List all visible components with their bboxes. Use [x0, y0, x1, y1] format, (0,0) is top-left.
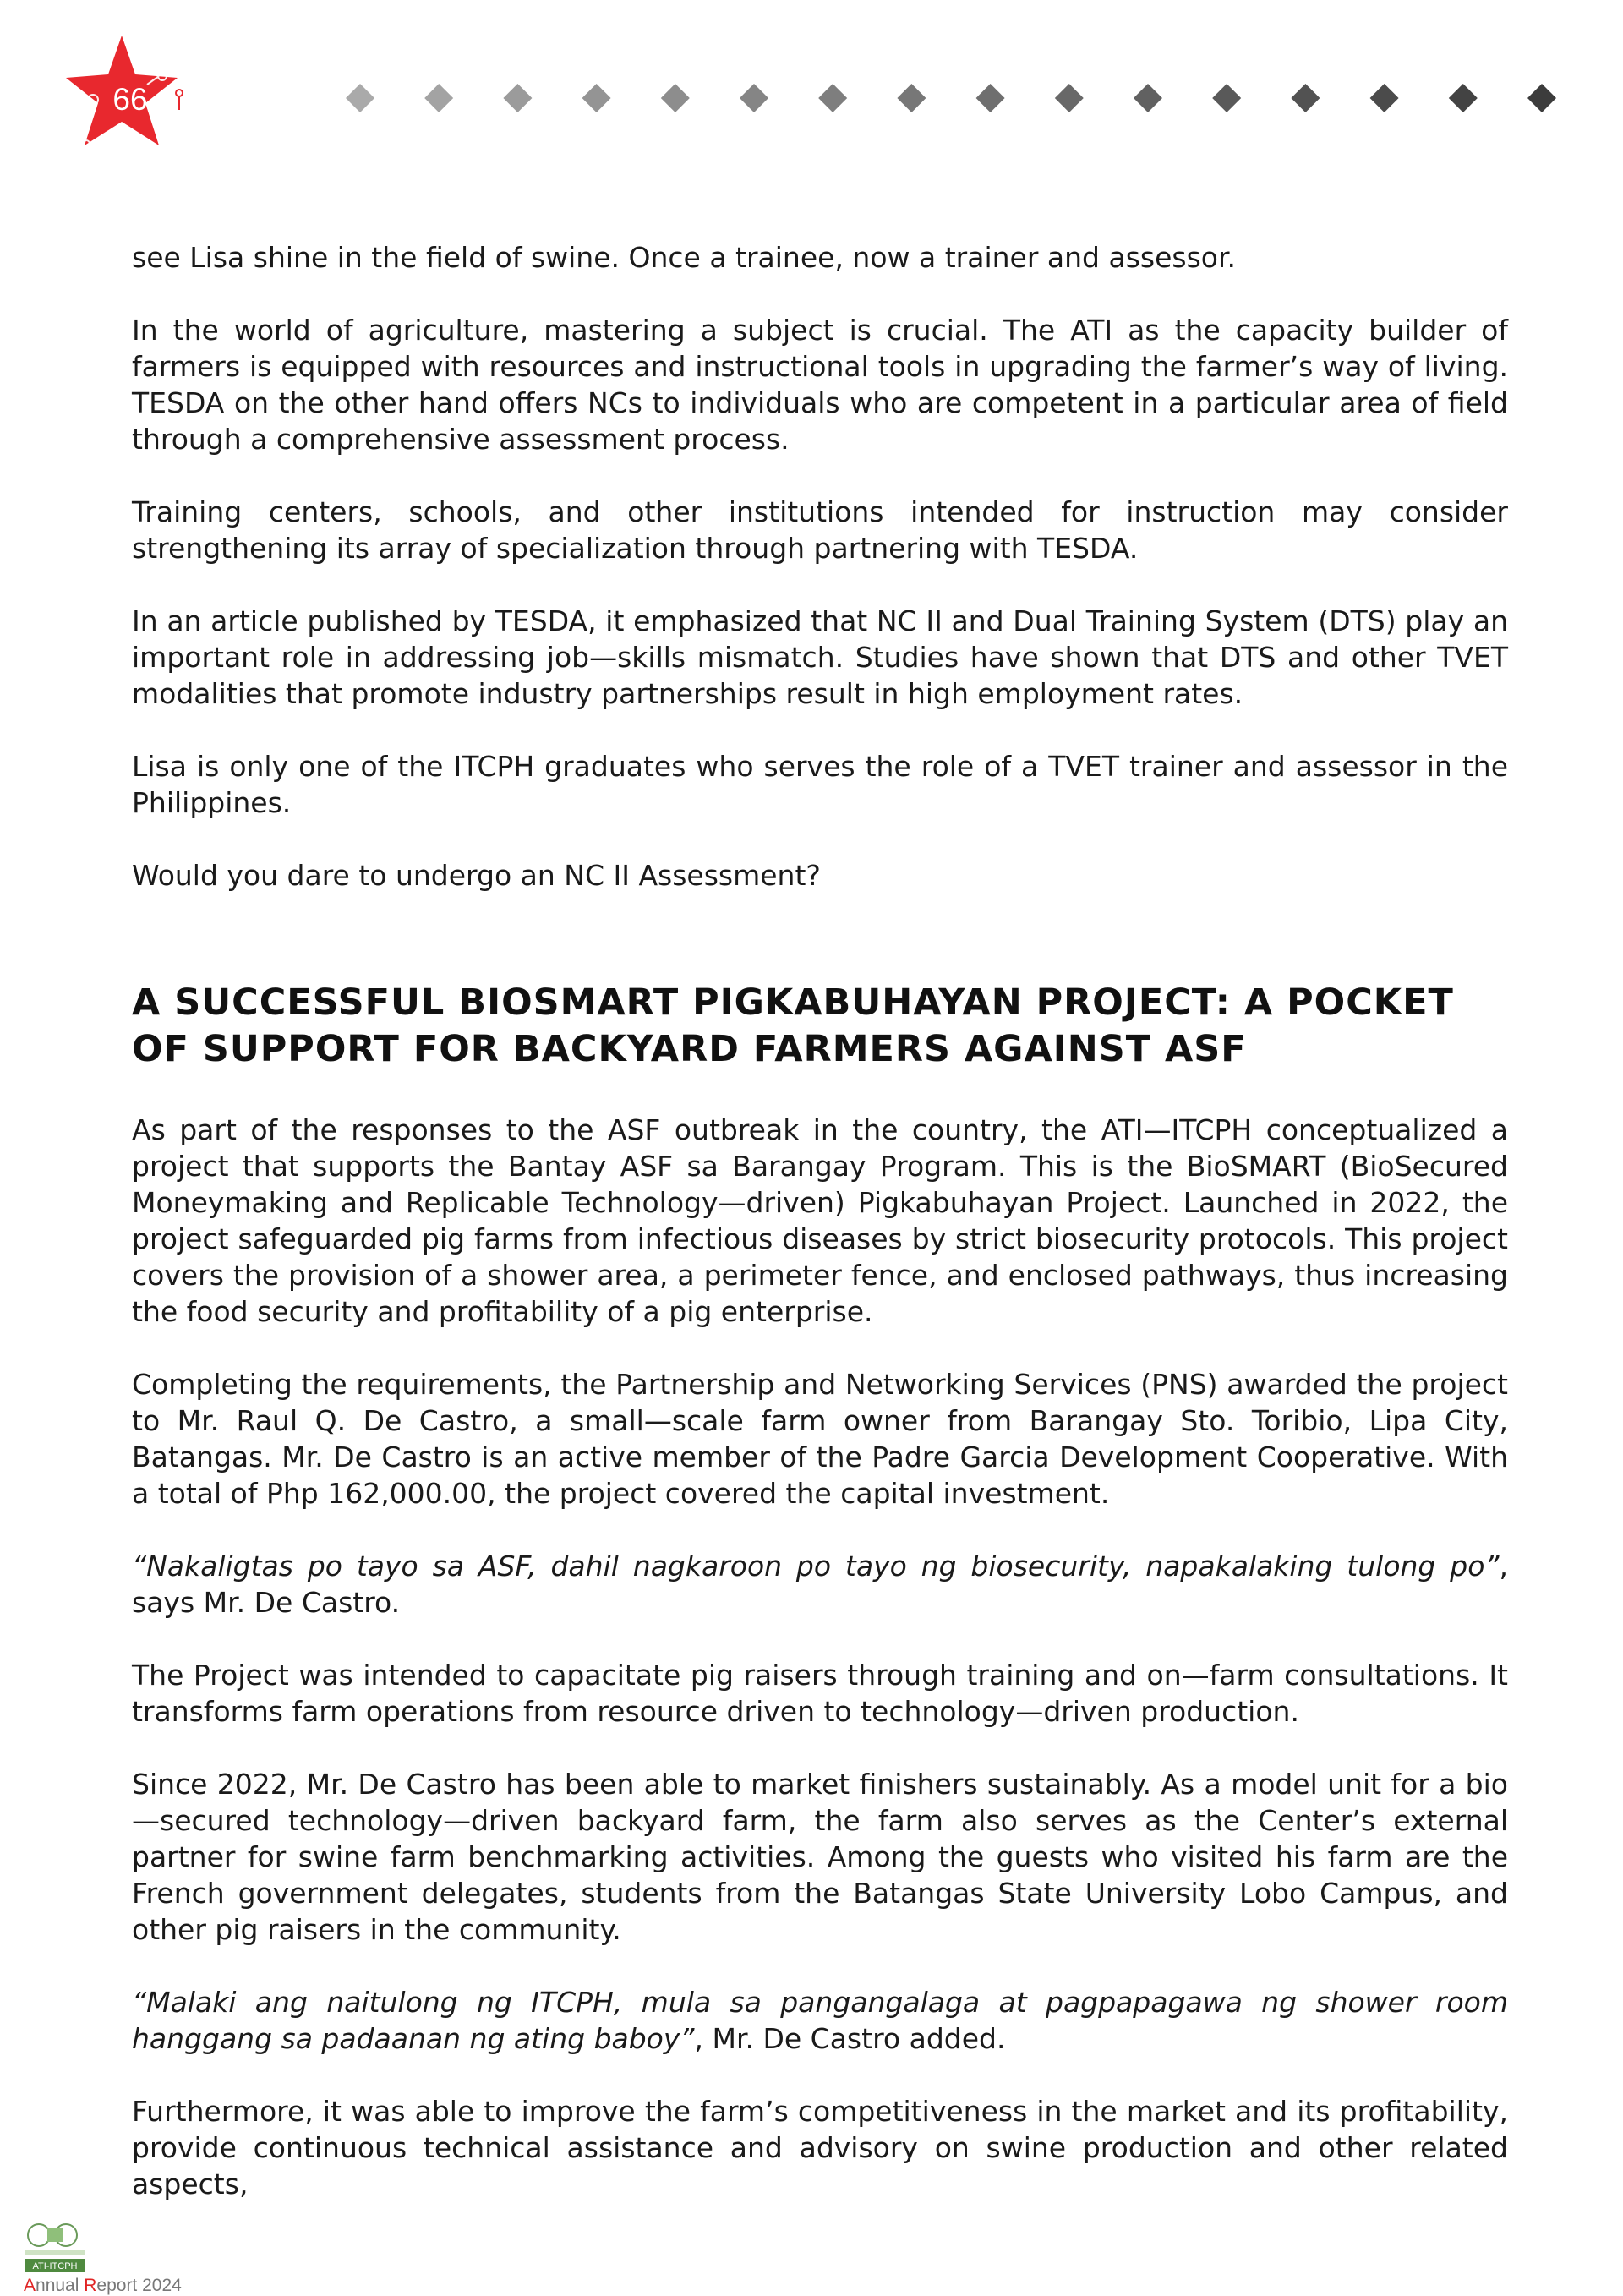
quote-text: “Malaki ang naitulong ng ITCPH, mula sa pangangalaga at pagpapagawa ng shower room hanggang sa padaanan ng ating baboy” — [132, 1986, 1508, 2055]
paragraph: Training centers, schools, and other institutions intended for instruction may consider strengthening its array of specialization through partnering with TESDA. — [132, 495, 1508, 565]
diamond-icon — [1449, 84, 1478, 112]
quote-paragraph — [132, 1984, 1508, 2057]
diamond-icon — [740, 84, 768, 112]
diamond-icon — [582, 84, 611, 112]
footer-text-part: nnual — [36, 2276, 85, 2295]
article-body — [132, 239, 1508, 2239]
paragraph: Completing the requirements, the Partnership and Networking Services (PNS) awarded the project to Mr. Raul Q. De Castro, a small—scale farm owner from Barangay Sto. Toribio, Lipa City, Batangas. Mr. De Castro is an active member of the Padre Garcia Development Cooperative. With a total of Php 162,000.00, the project covered the capital investment. — [132, 1368, 1508, 1510]
paragraph: The Project was intended to capacitate pig raisers through training and on—farm consultations. It transforms farm operations from resource driven to technology—driven production. — [132, 1659, 1508, 1728]
diamond-icon — [1212, 84, 1241, 112]
footer-report-label — [24, 2276, 182, 2296]
section-heading: A SUCCESSFUL BIOSMART PIGKABUHAYAN PROJECT: A POCKET OF SUPPORT FOR BACKYARD FARMERS AGAINST ASF — [132, 981, 1454, 1070]
quote-attribution: , Mr. De Castro added. — [694, 2022, 1006, 2055]
paragraph: Would you dare to undergo an NC II Assessment? — [132, 859, 821, 892]
diamond-icon — [1527, 84, 1556, 112]
footer-text-part: eport 2024 — [96, 2276, 182, 2295]
diamond-icon — [503, 84, 532, 112]
paragraph: see Lisa shine in the field of swine. Once a trainee, now a trainer and assessor. — [132, 241, 1236, 274]
paragraph: As part of the responses to the ASF outbreak in the country, the ATI—ITCPH conceptualized a project that supports the Bantay ASF sa Barangay Program. This is the BioSMART (BioSecured Moneymaking and Replicable Technology—driven) Pigkabuhayan Project. Launched in 2022, the project safeguarded pig farms from infectious diseases by strict biosecurity protocols. This project covers the provision of a shower area, a perimeter fence, and enclosed pathways, thus increasing the food security and profitability of a pig enterprise. — [132, 1113, 1508, 1328]
diamond-icon — [897, 84, 926, 112]
quote-attribution: , says Mr. De Castro. — [132, 1550, 1508, 1619]
diamond-icon — [976, 84, 1005, 112]
footer-accent-letter: A — [24, 2276, 36, 2295]
ati-itcph-logo-icon — [24, 2222, 86, 2274]
diamond-icon — [1055, 84, 1084, 112]
paragraph: Lisa is only one of the ITCPH graduates who serves the role of a TVET trainer and assessor in the Philippines. — [132, 750, 1508, 819]
diamond-icon — [661, 84, 690, 112]
logo-text: ATI-ITCPH — [32, 2261, 78, 2271]
paragraph: In an article published by TESDA, it emphasized that NC II and Dual Training System (DTS) play an important role in addressing job—skills mismatch. Studies have shown that DTS and other TVET modalities that promote industry partnerships result in high employment rates. — [132, 604, 1508, 710]
quote-text: “Nakaligtas po tayo sa ASF, dahil nagkaroon po tayo ng biosecurity, napakalaking tulong po” — [132, 1550, 1500, 1583]
footer-accent-letter: R — [84, 2276, 97, 2295]
diamond-icon — [818, 84, 847, 112]
diamond-icon — [1291, 84, 1320, 112]
paragraph: Since 2022, Mr. De Castro has been able to market finishers sustainably. As a model unit for a bio—secured technology—driven backyard farm, the farm also serves as the Center’s external partner for swine farm benchmarking activities. Among the guests who visited his farm are the French government delegates, students from the Batangas State University Lobo Campus, and other pig raisers in the community. — [132, 1768, 1508, 1946]
diamond-icon — [424, 84, 453, 112]
diamond-icon — [1370, 84, 1399, 112]
page-number: 66 — [112, 82, 148, 117]
diamond-icon — [346, 84, 374, 112]
paragraph: Furthermore, it was able to improve the farm’s competitiveness in the market and its profitability, provide continuous technical assistance and advisory on swine production and other related aspects, — [132, 2095, 1508, 2200]
header-diamond-row — [345, 81, 1579, 115]
diamond-icon — [1134, 84, 1162, 112]
paragraph: In the world of agriculture, mastering a subject is crucial. The ATI as the capacity builder of farmers is equipped with resources and instructional tools in upgrading the farmer’s way of living. TESDA on the other hand offers NCs to individuals who are competent in a particular area of field through a comprehensive assessment process. — [132, 314, 1508, 456]
quote-paragraph — [132, 1548, 1508, 1621]
